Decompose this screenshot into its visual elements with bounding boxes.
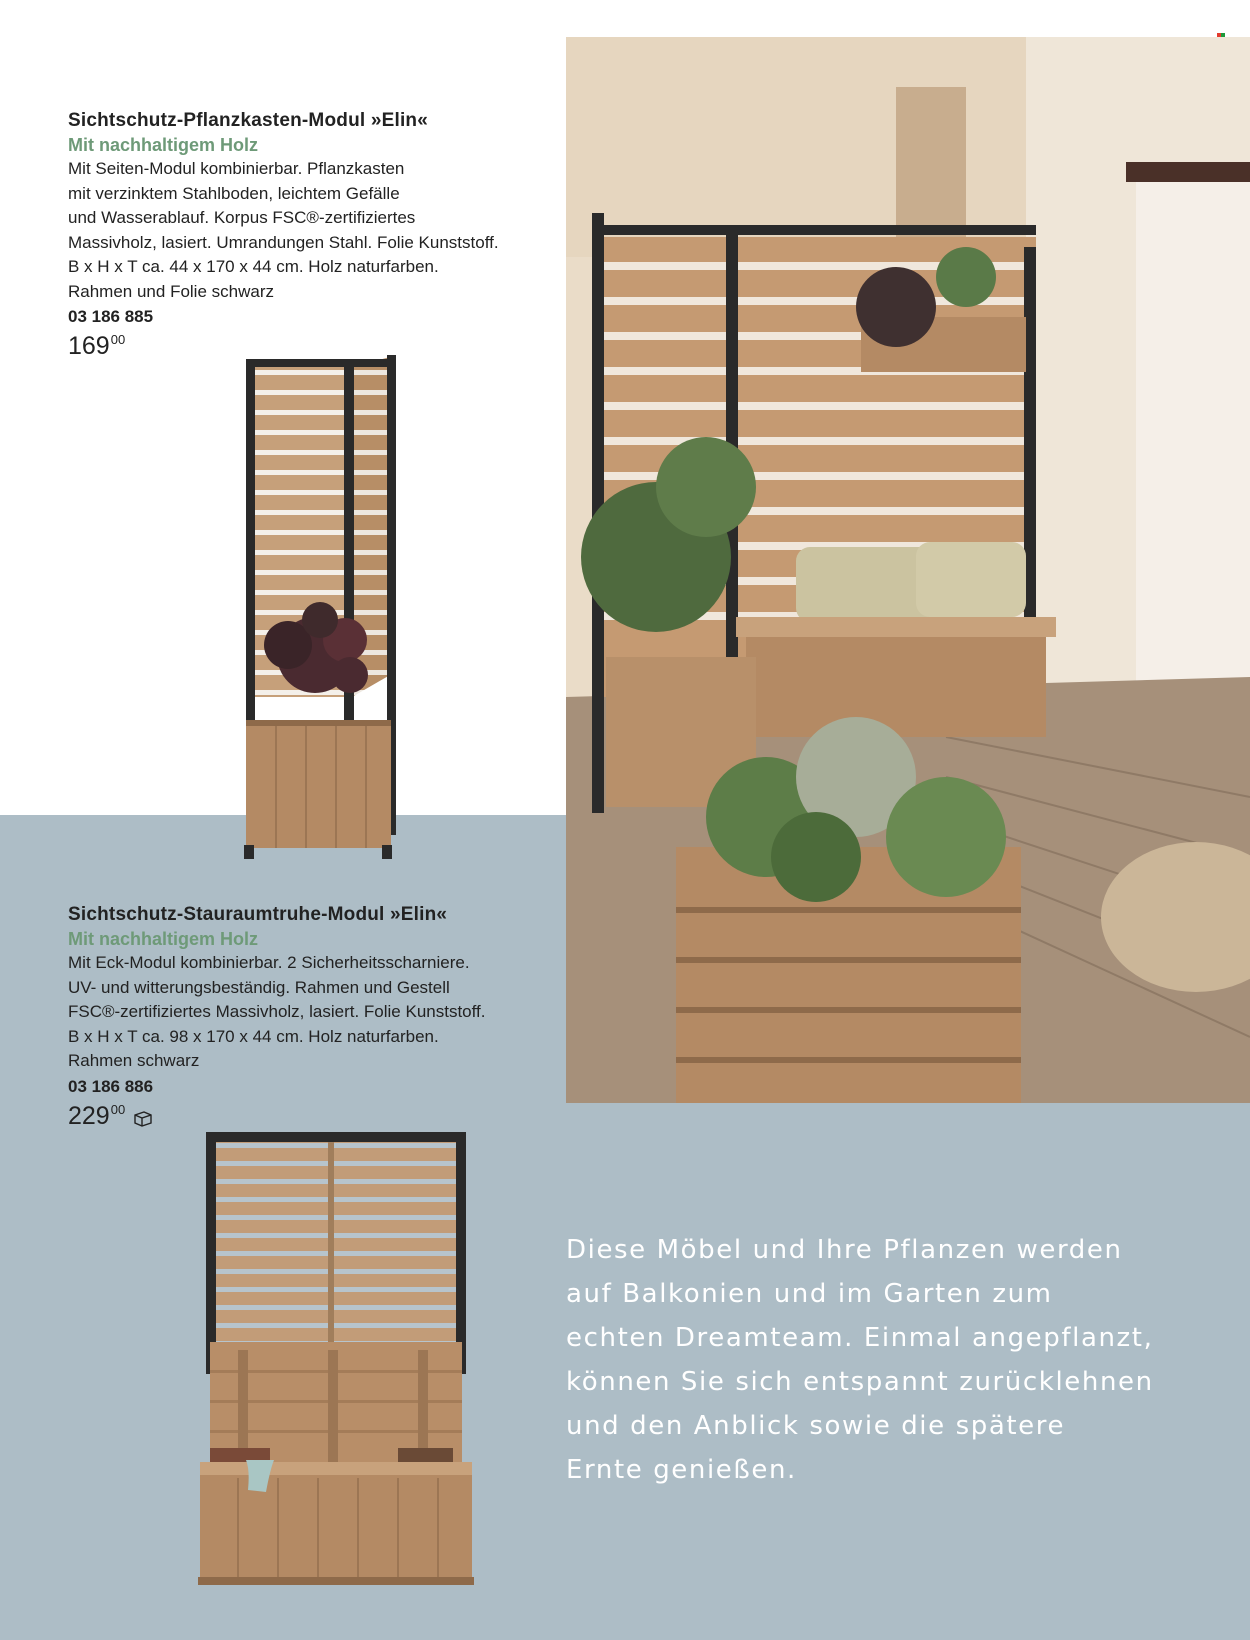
product-1-subtitle: Mit nachhaltigem Holz [68,135,259,155]
price-main: 169 [68,332,110,360]
product-1-article-number: 03 186 885 [68,307,154,326]
description-line: Mit Eck-Modul kombinierbar. 2 Sicherheitsscharniere. [68,953,470,972]
description-line: und Wasserablauf. Korpus FSC®-zertifiziertes [68,208,416,227]
quote-line: auf Balkonien und im Garten zum [566,1279,1053,1309]
description-line: FSC®-zertifiziertes Massivholz, lasiert. Folie Kunststoff. [68,1002,486,1021]
product-1-description [68,157,538,304]
product-2-title: Sichtschutz-Stauraumtruhe-Modul »Elin« [68,904,448,925]
description-line: B x H x T ca. 44 x 170 x 44 cm. Holz naturfarben. [68,257,439,276]
storage-bench-module-image [198,1130,478,1585]
product-2-price [68,1101,538,1131]
description-line: Massivholz, lasiert. Umrandungen Stahl. Folie Kunststoff. [68,232,499,252]
product-2-description [68,951,538,1074]
description-line: Rahmen schwarz [68,1051,200,1070]
description-line: mit verzinktem Stahlboden, leichtem Gefälle [68,183,400,203]
description-line: B x H x T ca. 98 x 170 x 44 cm. Holz naturfarben. [68,1026,439,1046]
quote-line: und den Anblick sowie die spätere [566,1411,1066,1441]
product-1-title: Sichtschutz-Pflanzkasten-Modul »Elin« [68,110,429,131]
quote-text [566,1228,1206,1492]
product-1-info [68,108,538,361]
corner-planter-module-image [240,355,415,860]
product-2-subtitle: Mit nachhaltigem Holz [68,929,259,949]
description-line: Mit Seiten-Modul kombinierbar. Pflanzkasten [68,159,405,178]
description-line: UV- und witterungsbeständig. Rahmen und Gestell [68,977,450,997]
product-2-info [68,902,538,1131]
quote-line: echten Dreamteam. Einmal angepflanzt, [566,1323,1154,1353]
parcel-delivery-icon [133,1111,153,1127]
quote-line: Ernte genießen. [566,1455,797,1485]
price-main: 229 [68,1101,110,1130]
price-cents: 00 [110,332,126,347]
description-line: Rahmen und Folie schwarz [68,281,274,301]
lifestyle-photo [566,37,1250,1103]
price-cents: 00 [110,1101,126,1117]
product-2-article-number: 03 186 886 [68,1076,154,1096]
quote-line: Diese Möbel und Ihre Pflanzen werden [566,1235,1123,1265]
quote-line: können Sie sich entspannt zurücklehnen [566,1367,1154,1397]
